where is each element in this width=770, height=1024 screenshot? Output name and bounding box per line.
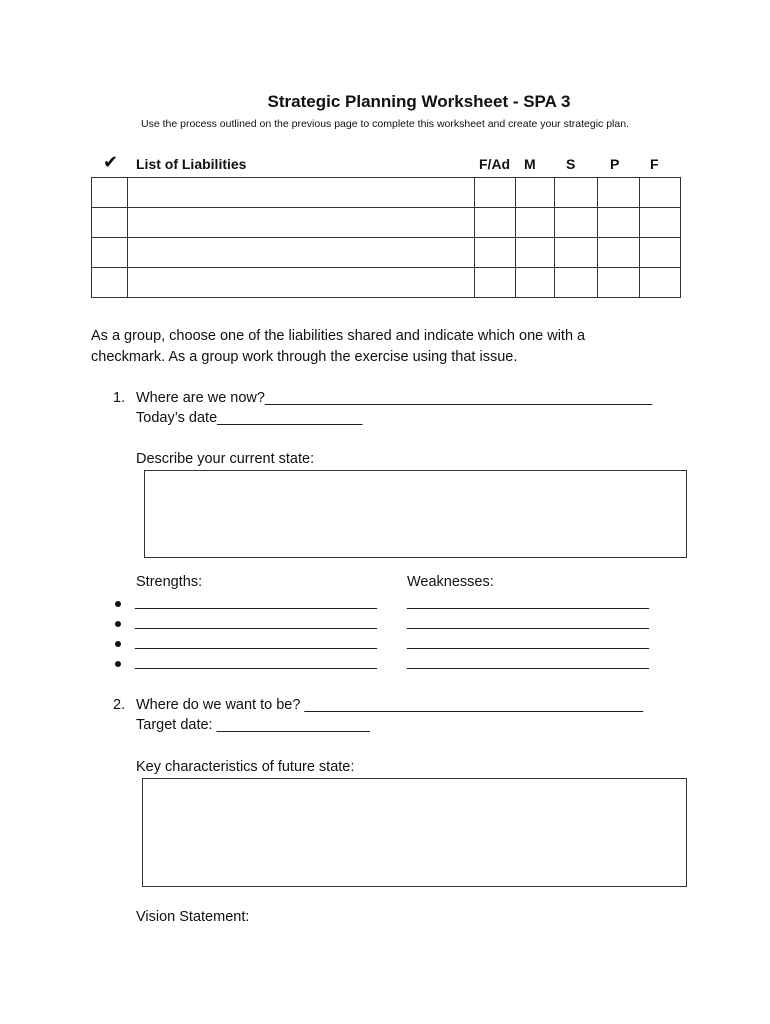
vision-statement-label: Vision Statement: <box>136 909 250 925</box>
current-state-blank[interactable]: ________________________________________________ <box>264 390 653 406</box>
s-cell[interactable] <box>555 208 598 238</box>
p-cell[interactable] <box>598 268 640 298</box>
target-date-blank[interactable]: ___________________ <box>216 717 370 733</box>
column-header-p: P <box>610 156 620 172</box>
liability-cell[interactable] <box>128 238 475 268</box>
column-header-s: S <box>566 156 576 172</box>
target-date-line <box>136 717 370 733</box>
checkbox-cell[interactable] <box>92 238 128 268</box>
target-date-label: Target date: <box>136 717 213 733</box>
bullet-icon <box>115 641 121 647</box>
describe-current-state-label: Describe your current state: <box>136 451 315 467</box>
column-header-m: M <box>524 156 536 172</box>
section2-number: 2. <box>113 697 126 713</box>
fad-cell[interactable] <box>475 178 516 208</box>
key-characteristics-label: Key characteristics of future state: <box>136 759 355 775</box>
p-cell[interactable] <box>598 208 640 238</box>
weakness-line[interactable]: ______________________________ <box>407 634 649 650</box>
m-cell[interactable] <box>516 268 555 298</box>
f-cell[interactable] <box>640 268 681 298</box>
column-header-liabilities: List of Liabilities <box>136 156 247 172</box>
m-cell[interactable] <box>516 238 555 268</box>
table-row <box>92 178 681 208</box>
subtitle-text: Use the process outlined on the previous page to complete this worksheet and create your strategic plan. <box>141 118 629 130</box>
column-header-fad: F/Ad <box>479 156 511 172</box>
strength-line[interactable]: ______________________________ <box>135 654 377 670</box>
section1-question-label: Where are we now? <box>136 390 265 406</box>
bullet-icon <box>115 601 121 607</box>
m-cell[interactable] <box>516 208 555 238</box>
section2-question <box>136 697 643 713</box>
section1-question <box>136 390 652 406</box>
instructions-paragraph: As a group, choose one of the liabilities shared and indicate which one with a checkmark. As a group work through the exercise using that issue. <box>91 328 586 365</box>
bullet-icon <box>115 661 121 667</box>
s-cell[interactable] <box>555 268 598 298</box>
f-cell[interactable] <box>640 178 681 208</box>
strength-line[interactable]: ______________________________ <box>135 614 377 630</box>
f-cell[interactable] <box>640 208 681 238</box>
fad-cell[interactable] <box>475 238 516 268</box>
fad-cell[interactable] <box>475 268 516 298</box>
strengths-label: Strengths: <box>136 574 203 590</box>
future-state-box[interactable] <box>142 778 687 887</box>
liability-cell[interactable] <box>128 268 475 298</box>
strength-line[interactable]: ______________________________ <box>135 594 377 610</box>
weakness-line[interactable]: ______________________________ <box>407 614 649 630</box>
p-cell[interactable] <box>598 238 640 268</box>
today-date-label: Today’s date <box>136 410 218 426</box>
page-title: Strategic Planning Worksheet - SPA 3 <box>267 92 571 111</box>
liability-cell[interactable] <box>128 178 475 208</box>
bullet-icon <box>115 621 121 627</box>
liabilities-table <box>91 177 681 298</box>
section1-number: 1. <box>113 390 126 406</box>
liability-cell[interactable] <box>128 208 475 238</box>
table-row <box>92 238 681 268</box>
checkbox-cell[interactable] <box>92 268 128 298</box>
page-subtitle <box>0 118 770 130</box>
weakness-line[interactable]: ______________________________ <box>407 654 649 670</box>
strength-line[interactable]: ______________________________ <box>135 634 377 650</box>
column-header-f: F <box>650 156 659 172</box>
current-state-box[interactable] <box>144 470 687 558</box>
checkbox-cell[interactable] <box>92 208 128 238</box>
section2-question-label: Where do we want to be? <box>136 697 301 713</box>
s-cell[interactable] <box>555 238 598 268</box>
weakness-line[interactable]: ______________________________ <box>407 594 649 610</box>
table-row <box>92 208 681 238</box>
checkbox-cell[interactable] <box>92 178 128 208</box>
future-state-blank[interactable]: __________________________________________ <box>304 697 644 713</box>
p-cell[interactable] <box>598 178 640 208</box>
s-cell[interactable] <box>555 178 598 208</box>
checkmark-icon: ✔ <box>103 152 119 172</box>
m-cell[interactable] <box>516 178 555 208</box>
f-cell[interactable] <box>640 238 681 268</box>
fad-cell[interactable] <box>475 208 516 238</box>
table-row <box>92 268 681 298</box>
weaknesses-label: Weaknesses: <box>407 574 494 590</box>
today-date-blank[interactable]: __________________ <box>217 410 363 426</box>
today-date-line <box>136 410 362 426</box>
